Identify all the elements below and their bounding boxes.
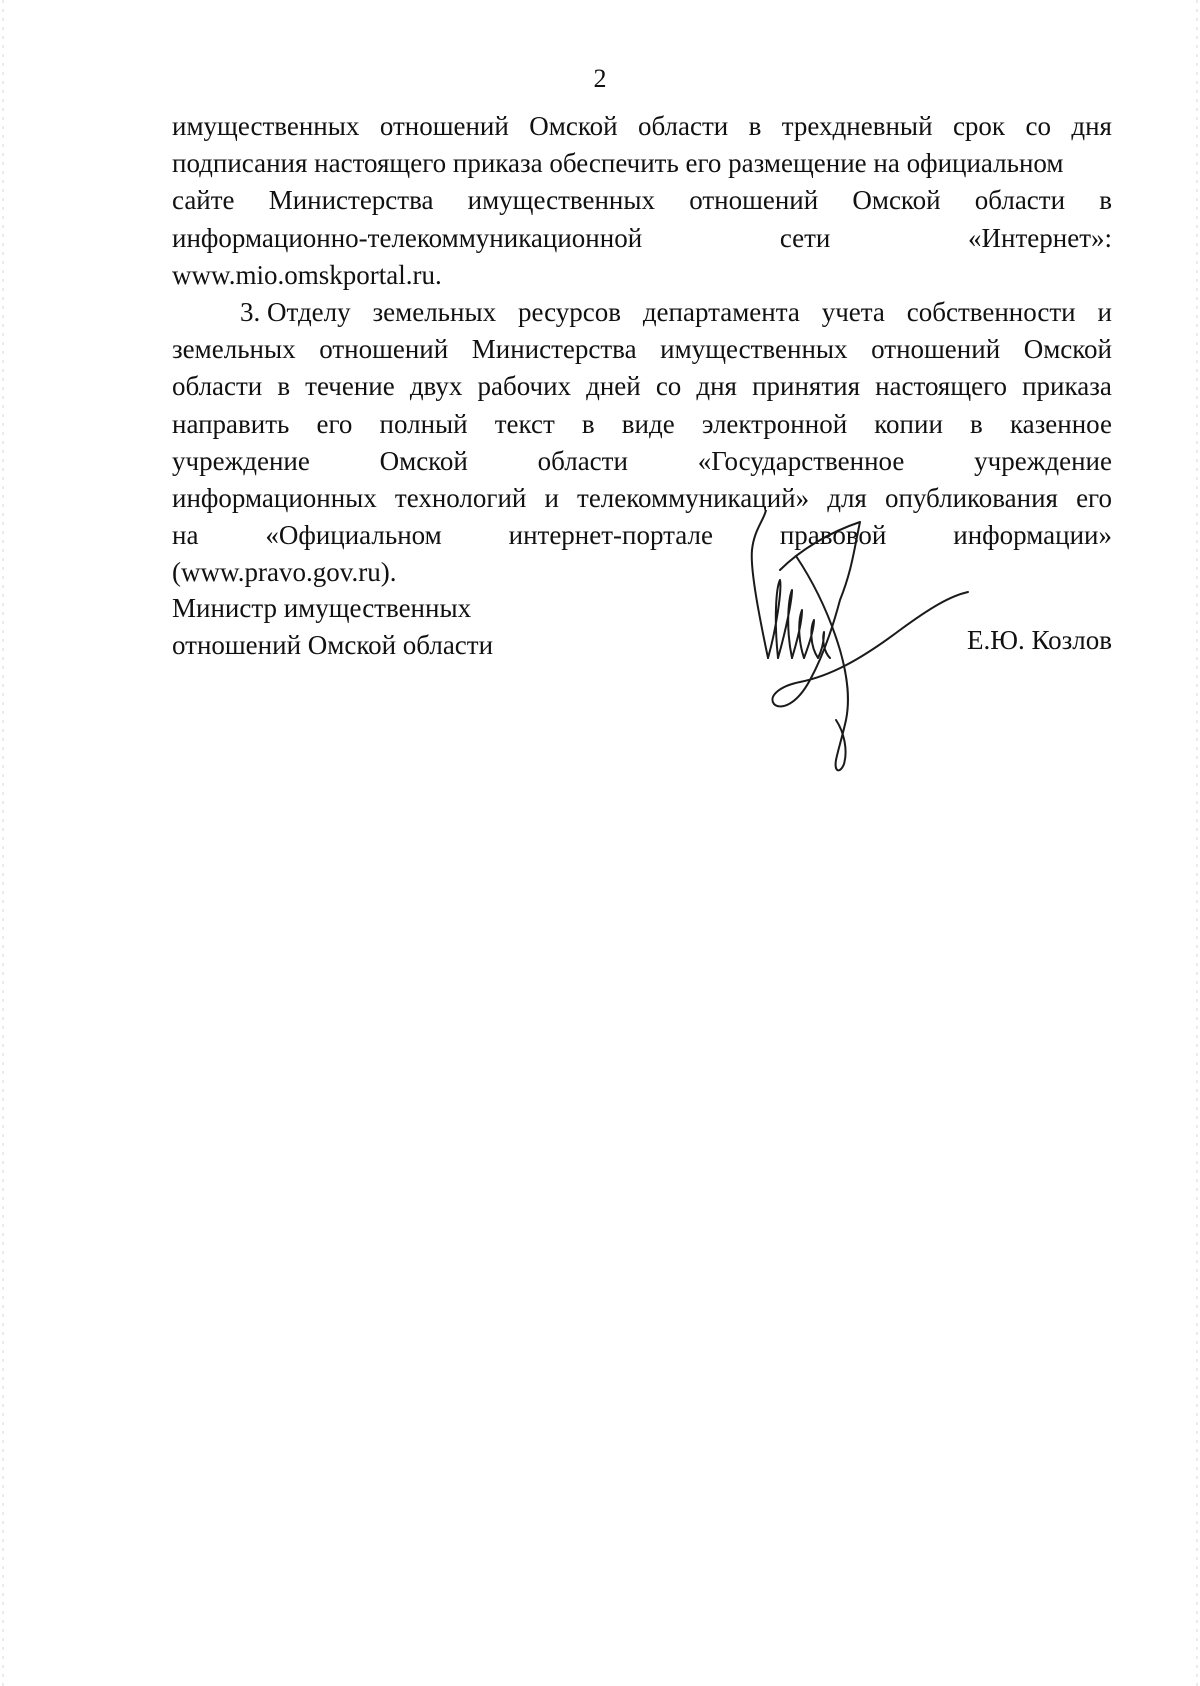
word: телекоммуникаций» bbox=[577, 482, 810, 513]
word: его bbox=[1076, 482, 1112, 513]
word: ресурсов bbox=[517, 296, 621, 327]
position-line: Министр имущественных bbox=[172, 593, 472, 623]
word: Омской bbox=[1023, 334, 1112, 365]
word: информационно-телекоммуникационной bbox=[172, 222, 643, 253]
word: интернет-портале bbox=[508, 520, 713, 551]
text-line bbox=[172, 182, 1112, 219]
word: отношений bbox=[319, 334, 449, 365]
word: со bbox=[655, 371, 682, 402]
scan-edge-left bbox=[2, 0, 4, 1686]
word: срок bbox=[952, 111, 1006, 141]
word: копии bbox=[874, 408, 943, 439]
text-line bbox=[172, 443, 1112, 480]
word: учета bbox=[821, 296, 885, 327]
word: отношений bbox=[871, 334, 1001, 365]
word: отношений bbox=[689, 185, 819, 216]
text-line bbox=[172, 406, 1112, 443]
word: имущественных bbox=[660, 334, 848, 365]
word: в bbox=[277, 371, 291, 402]
word: «Интернет»: bbox=[968, 222, 1112, 253]
word: текст bbox=[494, 408, 555, 439]
word: принятия bbox=[752, 371, 860, 402]
word: дней bbox=[586, 371, 641, 402]
word: департамента bbox=[642, 296, 800, 327]
text-line bbox=[172, 294, 1112, 331]
signer-name: Е.Ю. Козлов bbox=[966, 625, 1112, 655]
word: учреждение bbox=[172, 445, 310, 476]
word: и bbox=[1097, 296, 1112, 327]
word: приказа bbox=[1022, 371, 1112, 402]
word: казенное bbox=[1009, 408, 1112, 439]
word: области bbox=[974, 185, 1066, 216]
word: Министерства bbox=[268, 185, 434, 216]
word: «Государственное bbox=[697, 445, 905, 476]
word: в bbox=[581, 408, 595, 439]
position-line: отношений Омской области bbox=[172, 630, 494, 661]
word: Омской bbox=[529, 111, 618, 141]
word: на bbox=[172, 520, 199, 551]
word: виде bbox=[621, 408, 675, 439]
word: сайте bbox=[172, 185, 235, 216]
word: и bbox=[544, 482, 559, 513]
word: двух bbox=[409, 371, 463, 402]
word: собственности bbox=[906, 296, 1076, 327]
word: 3. Отделу bbox=[240, 296, 351, 327]
portal-link-text: (www.pravo.gov.ru). bbox=[172, 557, 397, 588]
text-line bbox=[172, 108, 1112, 145]
word: рабочих bbox=[477, 371, 572, 402]
word: настоящего bbox=[875, 371, 1008, 402]
word: имущественных bbox=[172, 111, 360, 141]
word: учреждение bbox=[974, 445, 1112, 476]
word: со bbox=[1025, 111, 1051, 141]
word: полный bbox=[379, 408, 468, 439]
word: области bbox=[637, 111, 729, 141]
word: «Официальном bbox=[265, 520, 442, 551]
word: для bbox=[827, 482, 867, 513]
word: области bbox=[172, 371, 263, 402]
word: Омской bbox=[852, 185, 941, 216]
word: дня bbox=[696, 371, 737, 402]
text-line bbox=[172, 331, 1112, 368]
word: сети bbox=[779, 222, 831, 253]
website-link-text: www.mio.omskportal.ru. bbox=[172, 259, 442, 290]
text-line bbox=[172, 220, 1112, 257]
word: технологий bbox=[394, 482, 527, 513]
word: дня bbox=[1071, 111, 1112, 141]
word: в bbox=[970, 408, 983, 439]
word: Министерства bbox=[471, 334, 637, 365]
word: его bbox=[316, 408, 353, 439]
word: информационных bbox=[172, 482, 377, 513]
handwritten-signature bbox=[740, 510, 980, 780]
scan-edge-right bbox=[1196, 0, 1198, 1686]
word: опубликования bbox=[884, 482, 1058, 513]
word: течение bbox=[305, 371, 395, 402]
word: в bbox=[748, 111, 762, 141]
page-number: 2 bbox=[593, 64, 607, 93]
word: отношений bbox=[379, 111, 509, 141]
word: имущественных bbox=[467, 185, 656, 216]
word: направить bbox=[172, 408, 290, 439]
word: в bbox=[1099, 185, 1112, 216]
word: Омской bbox=[379, 445, 468, 476]
word: земельных bbox=[172, 334, 296, 365]
text-line bbox=[172, 368, 1112, 405]
word: электронной bbox=[701, 408, 848, 439]
word: правовой bbox=[779, 520, 887, 551]
word: земельных bbox=[372, 296, 497, 327]
word: трехдневный bbox=[781, 111, 933, 141]
word: информации» bbox=[953, 520, 1112, 551]
text-line: подписания настоящего приказа обеспечить его размещение на официальном bbox=[172, 148, 1064, 179]
word: области bbox=[537, 445, 628, 476]
